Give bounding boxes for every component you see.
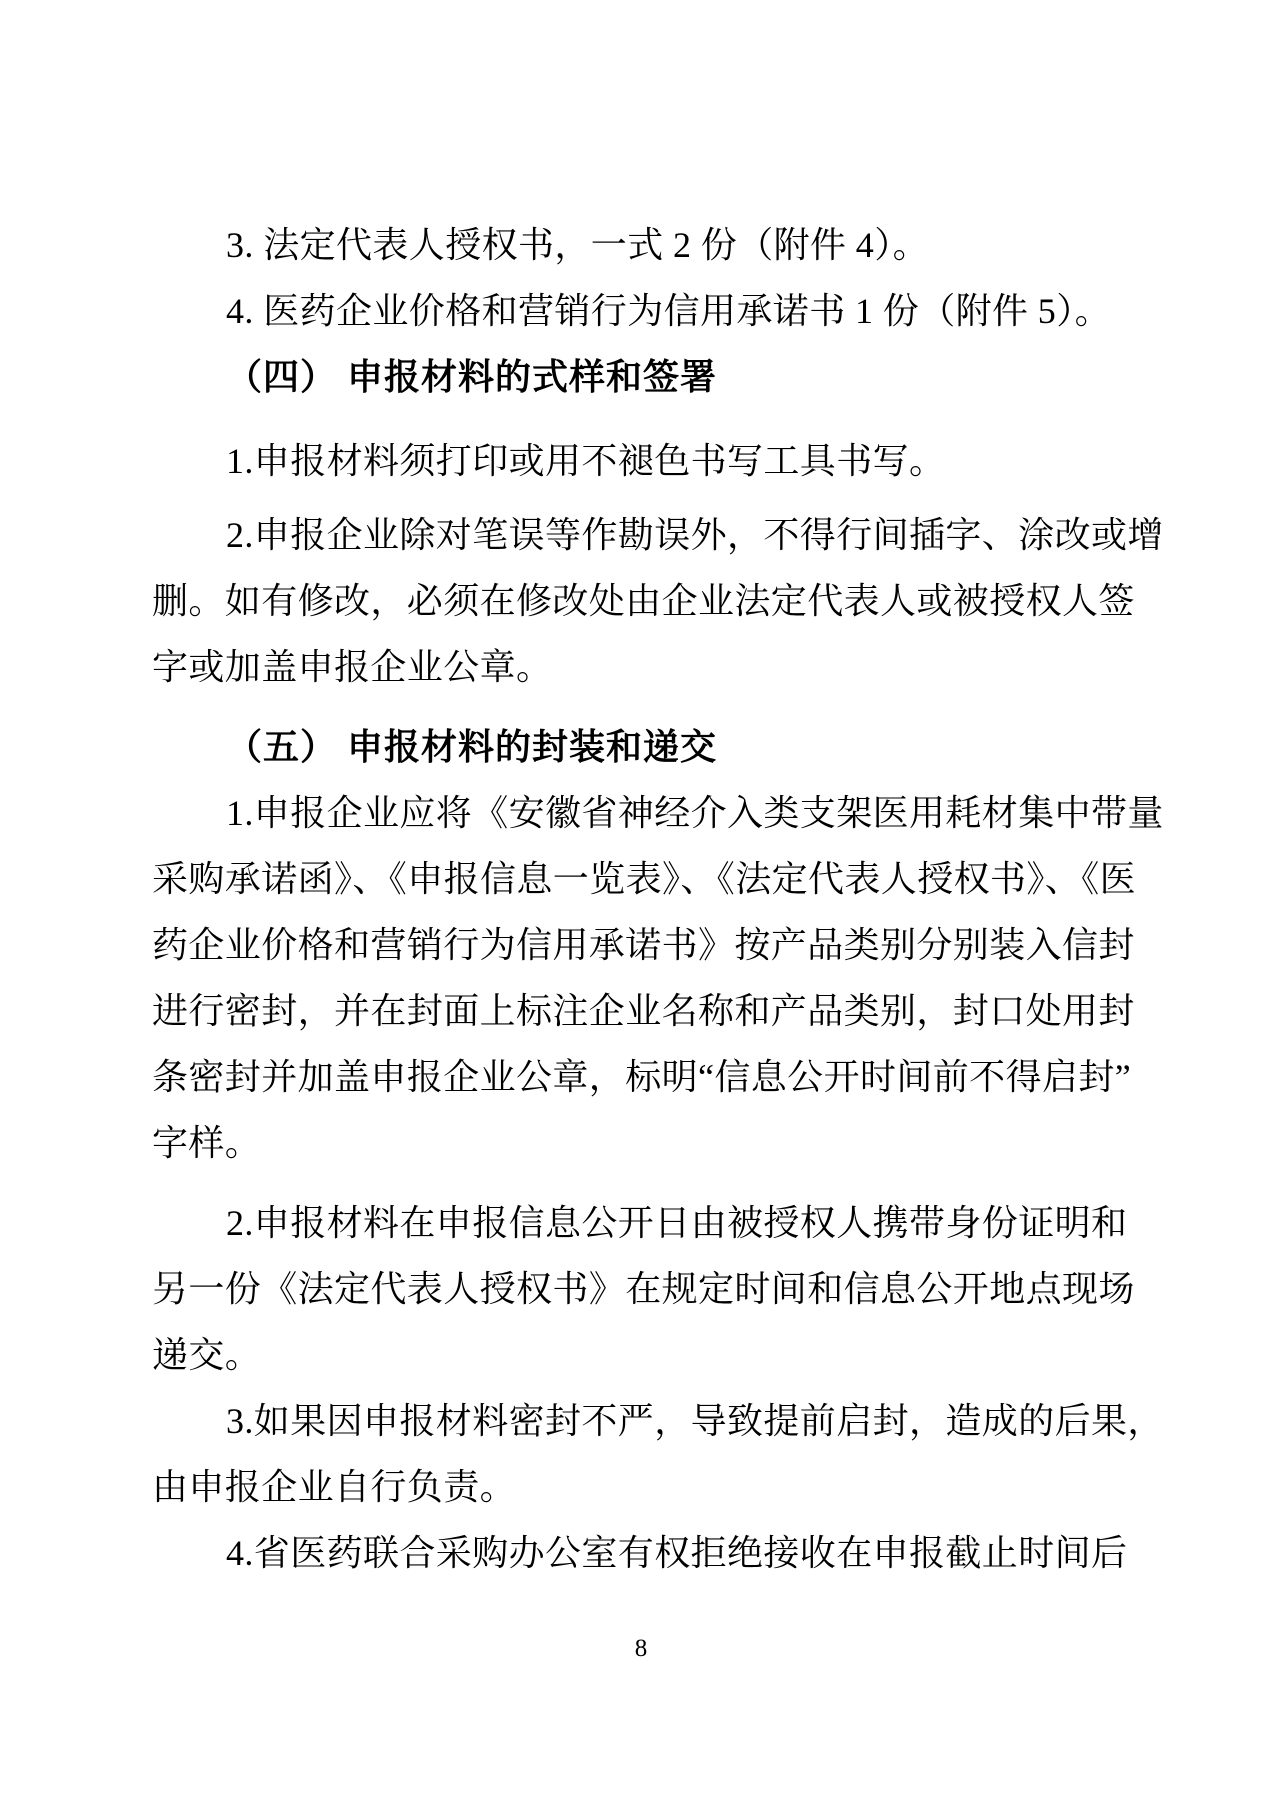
paragraph <box>152 428 1130 494</box>
text-line: 另一份《法定代表人授权书》在规定时间和信息公开地点现场 <box>152 1269 1135 1309</box>
text-line: 2.申报企业除对笔误等作勘误外，不得行间插字、涂改或增 <box>226 515 1164 555</box>
paragraph <box>152 212 1130 278</box>
text-line: 字或加盖申报企业公章。 <box>152 647 553 687</box>
text-line: 4.省医药联合采购办公室有权拒绝接收在申报截止时间后 <box>226 1533 1128 1573</box>
text-line: 药企业价格和营销行为信用承诺书》按产品类别分别装入信封 <box>152 925 1135 965</box>
text-line: 递交。 <box>152 1335 262 1375</box>
page-footer <box>152 1632 1130 1666</box>
section-heading <box>152 344 1130 410</box>
text-line: （五） 申报材料的封装和递交 <box>226 727 718 767</box>
document-body <box>152 212 1164 1586</box>
text-line: 4. 医药企业价格和营销行为信用承诺书 1 份（附件 5）。 <box>226 291 1112 331</box>
paragraph <box>152 278 1130 344</box>
section-heading <box>152 714 1130 780</box>
text-line: 2.申报材料在申报信息公开日由被授权人携带身份证明和 <box>226 1203 1128 1243</box>
text-line: 3.如果因申报材料密封不严，导致提前启封，造成的后果， <box>226 1401 1164 1441</box>
text-line: 1.申报企业应将《安徽省神经介入类支架医用耗材集中带量 <box>226 793 1164 833</box>
paragraph <box>152 780 1164 1176</box>
paragraph <box>152 1388 1164 1520</box>
page-number: 8 <box>634 1635 648 1662</box>
text-line: 进行密封，并在封面上标注企业名称和产品类别，封口处用封 <box>152 991 1135 1031</box>
paragraph <box>152 1520 1130 1586</box>
text-line: 3. 法定代表人授权书，一式 2 份（附件 4）。 <box>226 225 930 265</box>
text-line: 1.申报材料须打印或用不褪色书写工具书写。 <box>226 441 946 481</box>
text-line: 条密封并加盖申报企业公章，标明“信息公开时间前不得启封” <box>152 1057 1132 1097</box>
text-line: 采购承诺函》、《申报信息一览表》、《法定代表人授权书》、《医 <box>152 859 1137 899</box>
text-line: （四） 申报材料的式样和签署 <box>226 357 718 397</box>
text-line: 由申报企业自行负责。 <box>152 1467 517 1507</box>
text-line: 字样。 <box>152 1123 262 1163</box>
paragraph <box>152 1190 1135 1388</box>
paragraph <box>152 502 1164 700</box>
text-line: 删。如有修改，必须在修改处由企业法定代表人或被授权人签 <box>152 581 1135 621</box>
